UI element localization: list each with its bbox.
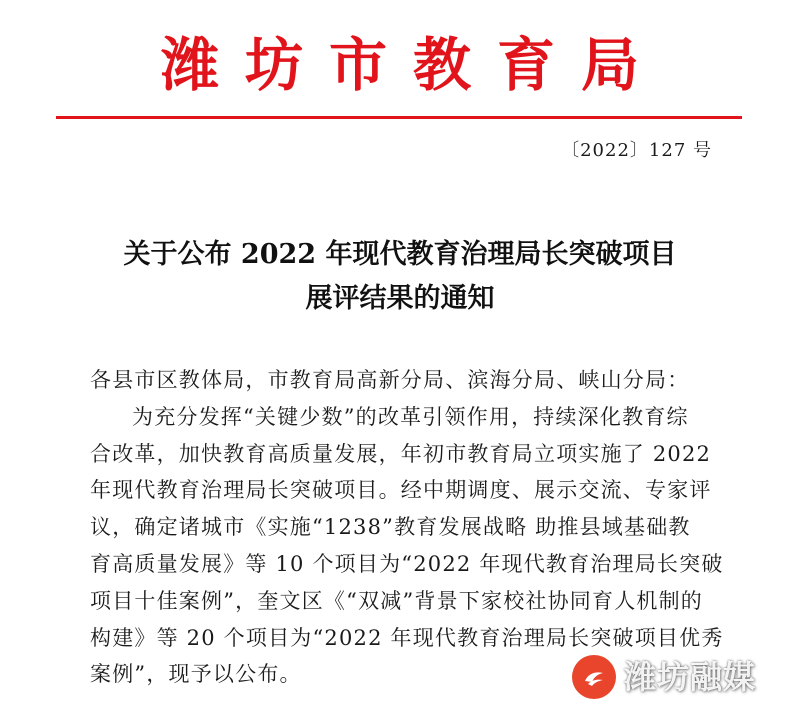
document-number: 〔2022〕127 号: [561, 140, 712, 161]
media-logo-icon: [572, 655, 616, 699]
document-title: [60, 233, 740, 321]
red-header-rule: [56, 116, 742, 119]
title-line-1: 关于公布 2022 年现代教育治理局长突破项目: [123, 239, 677, 270]
issuing-agency-header: 潍坊市教育局: [160, 31, 665, 99]
body-line: 案例”，现予以公布。: [90, 662, 302, 687]
document-body: [90, 362, 730, 693]
body-line: 为充分发挥“关键少数”的改革引领作用，持续深化教育综: [132, 404, 689, 429]
media-watermark: [572, 652, 756, 702]
body-line: 项目十佳案例”，奎文区《“双减”背景下家校社协同育人机制的: [90, 588, 704, 613]
watermark-text: 潍坊融媒: [624, 658, 757, 696]
salutation: 各县市区教体局，市教育局高新分局、滨海分局、峡山分局：: [90, 368, 690, 392]
body-line: 议，确定诸城市《实施“1238”教育发展战略 助推县域基础教: [90, 515, 691, 540]
body-line: 合改革，加快教育高质量发展，年初市教育局立项实施了 2022: [90, 441, 712, 466]
title-line-2: 展评结果的通知: [305, 283, 495, 314]
body-line: 育高质量发展》等 10 个项目为“2022 年现代教育治理局长突破: [90, 551, 724, 576]
body-line: 构建》等 20 个项目为“2022 年现代教育治理局长突破项目优秀: [90, 625, 724, 650]
body-line: 年现代教育治理局长突破项目。经中期调度、展示交流、专家评: [90, 478, 712, 503]
